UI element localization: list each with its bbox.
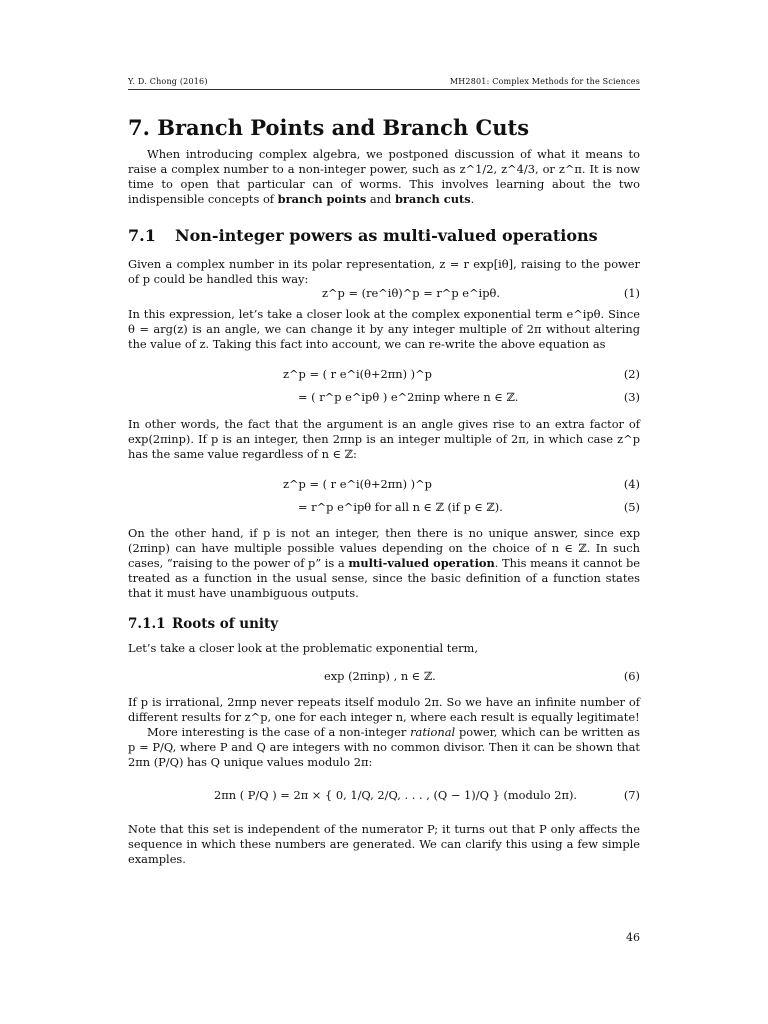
equation-7 — [128, 788, 640, 804]
equation-3 — [128, 390, 640, 406]
subsection-heading — [128, 615, 278, 633]
header-course: MH2801: Complex Methods for the Sciences — [449, 77, 640, 86]
paragraph-8: Note that this set is independent of the numerator P; it turns out that P only affects the sequence in which these numbers are generated. We can clarify this using a few simple examples. — [128, 822, 640, 866]
equation-2-number: (2) — [623, 367, 640, 381]
equation-5-number: (5) — [623, 500, 640, 514]
equation-4-number: (4) — [623, 477, 640, 491]
paragraph-5: Let’s take a closer look at the problematic exponential term, — [128, 641, 478, 655]
subsection-number: 7.1.1 — [128, 616, 166, 632]
equation-2-body: z^p = ( r e^i(θ+2πn) )^p — [283, 367, 432, 381]
equation-4-body: z^p = ( r e^i(θ+2πn) )^p — [283, 477, 432, 491]
equation-1-body: z^p = (re^iθ)^p = r^p e^ipθ. — [322, 286, 500, 300]
equation-3-body: = ( r^p e^ipθ ) e^2πinp where n ∈ ℤ. — [298, 390, 519, 404]
paragraph-7 — [128, 725, 640, 770]
chapter-title: 7. Branch Points and Branch Cuts — [128, 115, 530, 140]
equation-6-number: (6) — [623, 669, 640, 683]
page-number: 46 — [626, 931, 640, 944]
equation-3-number: (3) — [623, 390, 640, 404]
subsection-title: Roots of unity — [172, 616, 279, 632]
equation-1 — [128, 286, 640, 302]
paragraph-7-text: More interesting is the case of a non-integer — [147, 725, 407, 739]
equation-7-body: 2πn ( P/Q ) = 2π × { 0, 1/Q, 2/Q, . . . , (Q − 1)/Q } (modulo 2π). — [214, 788, 578, 802]
section-heading — [128, 226, 598, 246]
term-branch-points: branch points — [277, 192, 367, 206]
paragraph-4-text: On the other hand, if p is not an integer, then there is no unique answer, since exp (2πinp) can have multiple possible values depending on the choice of n ∈ ℤ. In such cases, “raising to the power of p” is a — [128, 526, 640, 570]
term-rational: rational — [410, 725, 456, 739]
paragraph-3: In other words, the fact that the argument is an angle gives rise to an extra factor of exp(2πinp). If p is an integer, then 2πnp is an integer multiple of 2π, in which case z^p has the same value regardless of n ∈ ℤ: — [128, 417, 640, 461]
equation-5 — [128, 500, 640, 516]
intro-end: . — [470, 192, 475, 206]
paragraph-1: Given a complex number in its polar representation, z = r exp[iθ], raising to the power of p could be handled this way: — [128, 257, 640, 286]
header-author: Y. D. Chong (2016) — [128, 77, 208, 86]
intro-paragraph — [128, 147, 640, 207]
equation-6 — [128, 669, 640, 685]
running-header — [128, 77, 640, 90]
section-title: Non-integer powers as multi-valued operations — [175, 226, 598, 245]
term-multi-valued-operation: multi-valued operation — [348, 556, 495, 570]
intro-and: and — [369, 192, 392, 206]
equation-7-number: (7) — [623, 788, 640, 802]
section-number: 7.1 — [128, 226, 156, 245]
paragraph-4 — [128, 526, 640, 601]
paragraph-4-end: . This means it cannot be treated as a function in the usual sense, since the basic definition of a function states that it must have unambiguous outputs. — [128, 556, 641, 600]
intro-text: When introducing complex algebra, we postponed discussion of what it means to raise a complex number to a non-integer power, such as z^1/2, z^4/3, or z^π. It is now time to open that particular can of worms. This involves learning about the two indispensible concepts of — [128, 147, 640, 206]
equation-2 — [128, 367, 640, 383]
term-branch-cuts: branch cuts — [394, 192, 471, 206]
paragraph-2: In this expression, let’s take a closer look at the complex exponential term e^ipθ. Since θ = arg(z) is an angle, we can change it by any integer multiple of 2π without altering the value of z. Taking this fact into account, we can re-write the above equation as — [128, 307, 640, 351]
equation-1-number: (1) — [623, 286, 640, 300]
paragraph-7-end: power, which can be written as p = P/Q, where P and Q are integers with no common divisor. Then it can be shown that 2πn (P/Q) has Q unique values modulo 2π: — [128, 725, 641, 769]
paragraph-6: If p is irrational, 2πnp never repeats itself modulo 2π. So we have an infinite number of different results for z^p, one for each integer n, where each result is equally legitimate! — [128, 695, 640, 724]
equation-5-body: = r^p e^ipθ for all n ∈ ℤ (if p ∈ ℤ). — [298, 500, 503, 514]
equation-4 — [128, 477, 640, 493]
equation-6-body: exp (2πinp) , n ∈ ℤ. — [324, 669, 436, 683]
